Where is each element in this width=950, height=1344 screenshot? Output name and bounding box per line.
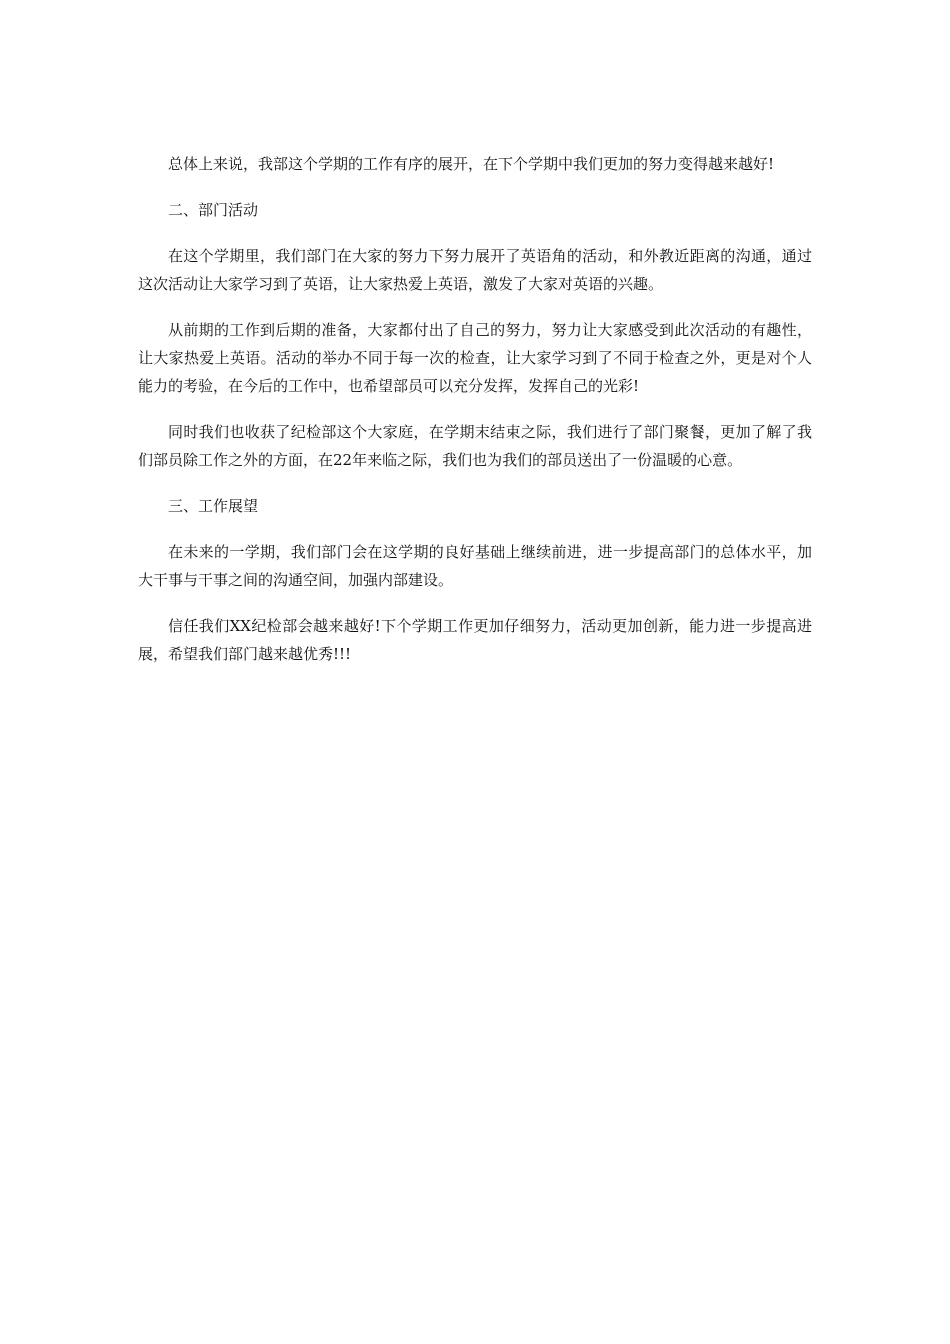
outlook-paragraph-2: 信任我们XX纪检部会越来越好!下个学期工作更加仔细努力，活动更加创新，能力进一步提高进展，希望我们部门越来越优秀!!!: [138, 617, 812, 663]
summary-paragraph: 总体上来说，我部这个学期的工作有序的展开，在下个学期中我们更加的努力变得越来越好!: [168, 155, 775, 173]
section-heading-outlook: 三、工作展望: [168, 497, 259, 515]
activities-paragraph-2: 从前期的工作到后期的准备，大家都付出了自己的努力，努力让大家感受到此次活动的有趣性，让大家热爱上英语。活动的举办不同于每一次的检查，让大家学习到了不同于检查之外，更是对个人能力的考验，在今后的工作中，也希望部员可以充分发挥，发挥自己的光彩!: [138, 321, 812, 395]
activities-paragraph-1: 在这个学期里，我们部门在大家的努力下努力展开了英语角的活动，和外教近距离的沟通，通过这次活动让大家学习到了英语，让大家热爱上英语，激发了大家对英语的兴趣。: [138, 247, 812, 293]
document-body: [138, 150, 812, 686]
section-heading-activities: 二、部门活动: [168, 201, 259, 219]
outlook-paragraph-1: 在未来的一学期，我们部门会在这学期的良好基础上继续前进，进一步提高部门的总体水平，加大干事与干事之间的沟通空间，加强内部建设。: [138, 543, 812, 589]
activities-paragraph-3: 同时我们也收获了纪检部这个大家庭，在学期末结束之际，我们进行了部门聚餐，更加了解了我们部员除工作之外的方面，在22年来临之际，我们也为我们的部员送出了一份温暖的心意。: [138, 423, 812, 469]
